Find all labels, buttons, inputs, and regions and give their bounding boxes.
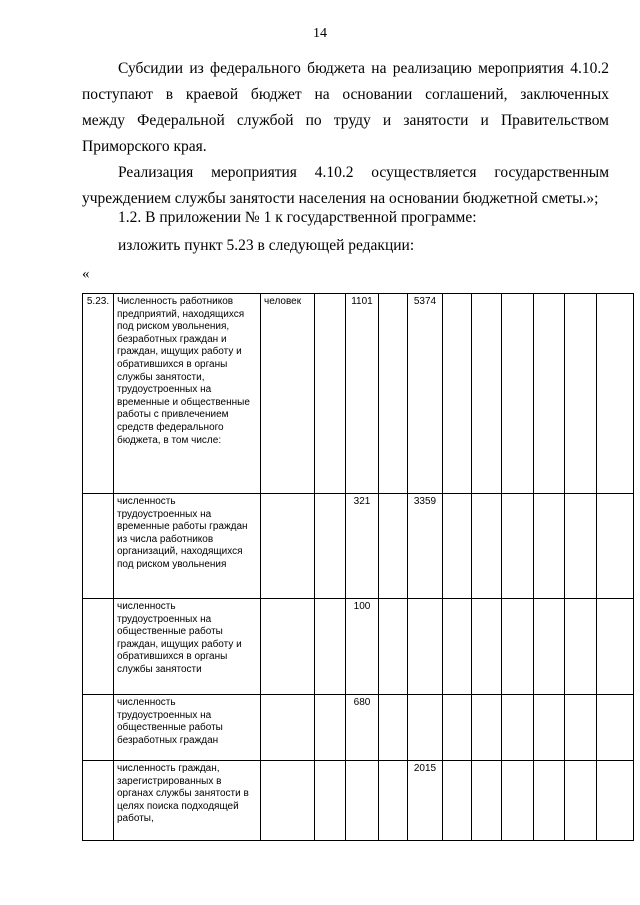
- empty-cell: [597, 695, 634, 761]
- empty-cell: [502, 695, 534, 761]
- row-value-2: 5374: [408, 294, 443, 494]
- empty-cell: [443, 494, 472, 599]
- empty-cell: [379, 294, 408, 494]
- empty-cell: [565, 761, 597, 841]
- empty-cell: [379, 761, 408, 841]
- table-row: [83, 294, 634, 494]
- row-unit: [261, 494, 315, 599]
- empty-cell: [379, 599, 408, 695]
- row-number: 5.23.: [83, 294, 114, 494]
- row-number: [83, 494, 114, 599]
- empty-cell: [597, 294, 634, 494]
- page-number: 14: [313, 26, 327, 41]
- empty-cell: [502, 294, 534, 494]
- empty-cell: [534, 494, 565, 599]
- row-unit: [261, 761, 315, 841]
- paragraph-line: поступают в краевой бюджет на основании соглашений, заключенных: [82, 86, 609, 103]
- empty-cell: [534, 294, 565, 494]
- row-number: [83, 599, 114, 695]
- row-value-2: 2015: [408, 761, 443, 841]
- empty-cell: [565, 599, 597, 695]
- table-row: [83, 494, 634, 599]
- row-value-1: 1101: [346, 294, 379, 494]
- row-value-1: [346, 761, 379, 841]
- empty-cell: [597, 761, 634, 841]
- empty-cell: [565, 294, 597, 494]
- empty-cell: [315, 494, 346, 599]
- row-indicator-text: численность граждан, зарегистрированных в органах службы занятости в целях поиска подходящей работы,: [114, 761, 261, 841]
- paragraph-line: Субсидии из федерального бюджета на реализацию мероприятия 4.10.2: [118, 60, 609, 77]
- row-value-2: 3359: [408, 494, 443, 599]
- table-row: [83, 599, 634, 695]
- row-unit: [261, 695, 315, 761]
- row-value-2: [408, 695, 443, 761]
- empty-cell: [472, 294, 502, 494]
- table-row: [83, 695, 634, 761]
- empty-cell: [472, 761, 502, 841]
- empty-cell: [534, 599, 565, 695]
- empty-cell: [379, 494, 408, 599]
- row-indicator-text: численность трудоустроенных на общественные работы безработных граждан: [114, 695, 261, 761]
- empty-cell: [502, 599, 534, 695]
- empty-cell: [315, 599, 346, 695]
- program-table: [82, 293, 634, 841]
- empty-cell: [565, 695, 597, 761]
- empty-cell: [565, 494, 597, 599]
- empty-cell: [597, 599, 634, 695]
- paragraph-implementation: [82, 160, 609, 212]
- paragraph-subsidies: [82, 56, 609, 160]
- empty-cell: [315, 294, 346, 494]
- row-number: [83, 695, 114, 761]
- paragraph-line: Реализация мероприятия 4.10.2 осуществляется государственным: [118, 164, 609, 181]
- empty-cell: [534, 761, 565, 841]
- empty-cell: [502, 761, 534, 841]
- row-value-1: 321: [346, 494, 379, 599]
- empty-cell: [534, 695, 565, 761]
- row-unit: человек: [261, 294, 315, 494]
- paragraph-line: Приморского края.: [82, 138, 207, 155]
- table-row: [83, 761, 634, 841]
- empty-cell: [472, 494, 502, 599]
- empty-cell: [443, 695, 472, 761]
- empty-cell: [472, 695, 502, 761]
- empty-cell: [443, 294, 472, 494]
- instruction-text: изложить пункт 5.23 в следующей редакции:: [118, 237, 415, 254]
- empty-cell: [502, 494, 534, 599]
- paragraph-line: учреждением службы занятости населения на основании бюджетной сметы.»;: [82, 190, 599, 207]
- row-indicator-text: численность трудоустроенных на общественные работы граждан, ищущих работу и обратившихся в органы службы занятости: [114, 599, 261, 695]
- row-unit: [261, 599, 315, 695]
- empty-cell: [315, 695, 346, 761]
- empty-cell: [597, 494, 634, 599]
- row-number: [83, 761, 114, 841]
- row-value-2: [408, 599, 443, 695]
- empty-cell: [315, 761, 346, 841]
- row-value-1: 680: [346, 695, 379, 761]
- row-indicator-text: численность трудоустроенных на временные работы граждан из числа работников организаций, находящихся под риском увольнения: [114, 494, 261, 599]
- empty-cell: [472, 599, 502, 695]
- empty-cell: [443, 599, 472, 695]
- empty-cell: [443, 761, 472, 841]
- paragraph-line: между Федеральной службой по труду и занятости и Правительством: [82, 112, 609, 129]
- row-indicator-text: Численность работников предприятий, находящихся под риском увольнения, безработных граждан и граждан, ищущих работу и обратившихся в органы службы занятости, трудоустроенных на временные и общественные работы с привлечением средств федерального бюджета, в том числе:: [114, 294, 261, 494]
- open-quote: «: [82, 266, 90, 282]
- row-value-1: 100: [346, 599, 379, 695]
- item-heading: 1.2. В приложении № 1 к государственной программе:: [118, 209, 477, 226]
- empty-cell: [379, 695, 408, 761]
